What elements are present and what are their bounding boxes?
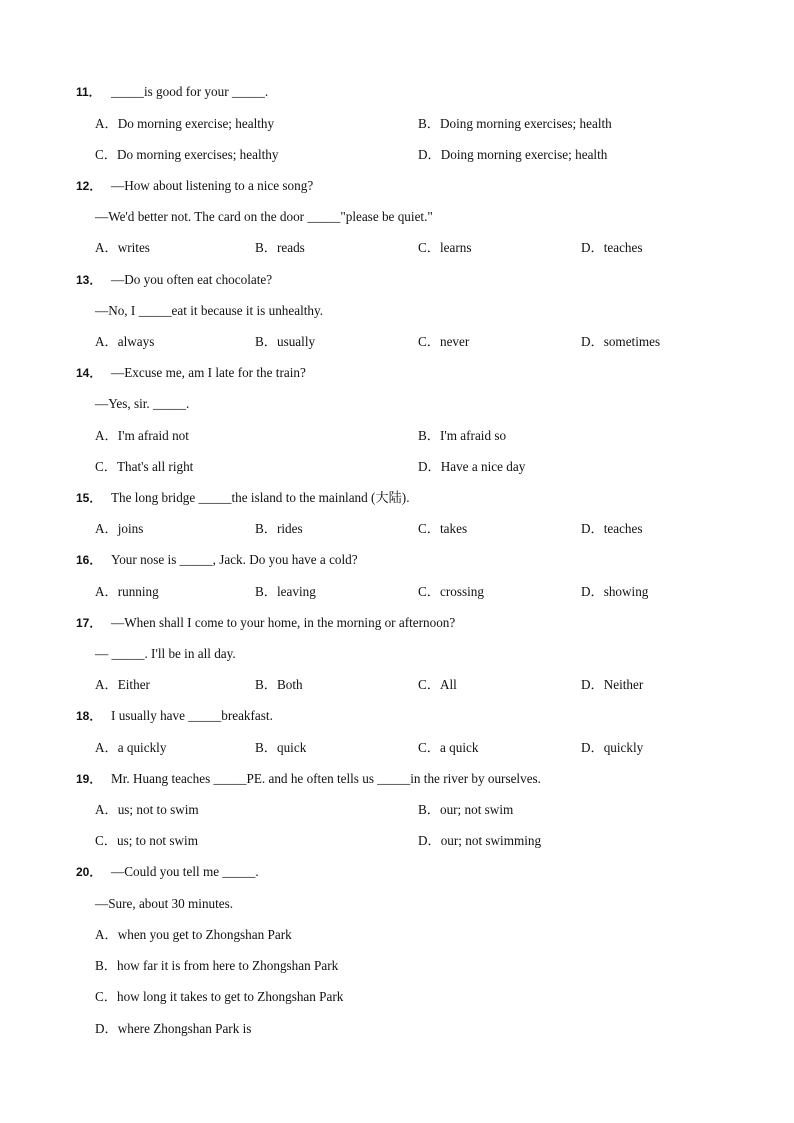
question-number: 11． (76, 85, 101, 99)
option-d[interactable]: D．showing (581, 584, 649, 599)
option-a[interactable]: A．always (95, 334, 155, 349)
option-c[interactable]: C．learns (418, 240, 472, 255)
question-stem: I usually have _____breakfast. (111, 708, 273, 723)
question-reply: —No, I _____eat it because it is unhealthy. (95, 303, 324, 318)
option-b[interactable]: B．how far it is from here to Zhongshan Park (95, 958, 339, 973)
option-d[interactable]: D．teaches (581, 521, 643, 536)
question-number: 17． (76, 616, 102, 630)
option-d[interactable]: D．teaches (581, 240, 643, 255)
option-b[interactable]: B．leaving (255, 584, 316, 599)
option-b[interactable]: B．reads (255, 240, 305, 255)
option-b[interactable]: B．Doing morning exercises; health (418, 116, 612, 131)
question-stem: _____is good for your _____. (111, 84, 269, 99)
option-b[interactable]: B．our; not swim (418, 802, 514, 817)
question-stem: The long bridge _____the island to the mainland (大陆). (111, 490, 410, 505)
option-b[interactable]: B．rides (255, 521, 303, 536)
option-c[interactable]: C．never (418, 334, 470, 349)
option-a[interactable]: A．joins (95, 521, 144, 536)
question-stem: —Could you tell me _____. (111, 864, 259, 879)
question-stem: Mr. Huang teaches _____PE. and he often tells us _____in the river by ourselves. (111, 771, 541, 786)
question-reply: —We'd better not. The card on the door _____"please be quiet." (95, 209, 433, 224)
question-number: 15． (76, 491, 102, 505)
option-c[interactable]: C．us; to not swim (95, 833, 198, 848)
option-c[interactable]: C．takes (418, 521, 468, 536)
question-stem: —When shall I come to your home, in the morning or afternoon? (111, 615, 456, 630)
option-b[interactable]: B．I'm afraid so (418, 428, 507, 443)
question-reply: —Yes, sir. _____. (95, 396, 190, 411)
option-a[interactable]: A．us; not to swim (95, 802, 199, 817)
option-c[interactable]: C．a quick (418, 740, 479, 755)
option-d[interactable]: D．Have a nice day (418, 459, 526, 474)
option-c[interactable]: C．All (418, 677, 457, 692)
option-c[interactable]: C．Do morning exercises; healthy (95, 147, 279, 162)
option-d[interactable]: D．sometimes (581, 334, 661, 349)
question-number: 20． (76, 865, 102, 879)
option-d[interactable]: D．Doing morning exercise; health (418, 147, 608, 162)
option-d[interactable]: D．where Zhongshan Park is (95, 1021, 252, 1036)
option-d[interactable]: D．quickly (581, 740, 644, 755)
option-a[interactable]: A．writes (95, 240, 150, 255)
option-c[interactable]: C．crossing (418, 584, 484, 599)
option-a[interactable]: A．I'm afraid not (95, 428, 189, 443)
question-reply: — _____. I'll be in all day. (95, 646, 236, 661)
option-c[interactable]: C．That's all right (95, 459, 194, 474)
question-number: 12． (76, 179, 102, 193)
option-d[interactable]: D．Neither (581, 677, 644, 692)
question-stem: —Excuse me, am I late for the train? (111, 365, 306, 380)
question-stem: Your nose is _____, Jack. Do you have a cold? (111, 552, 358, 567)
question-stem: —How about listening to a nice song? (111, 178, 314, 193)
option-a[interactable]: A．a quickly (95, 740, 167, 755)
option-d[interactable]: D．our; not swimming (418, 833, 542, 848)
question-number: 14． (76, 366, 102, 380)
option-b[interactable]: B．Both (255, 677, 303, 692)
option-c[interactable]: C．how long it takes to get to Zhongshan Park (95, 989, 344, 1004)
question-number: 13． (76, 273, 102, 287)
option-b[interactable]: B．usually (255, 334, 316, 349)
option-a[interactable]: A．Do morning exercise; healthy (95, 116, 275, 131)
question-stem: —Do you often eat chocolate? (111, 272, 273, 287)
question-reply: —Sure, about 30 minutes. (95, 896, 234, 911)
question-number: 19． (76, 772, 102, 786)
question-number: 18． (76, 709, 102, 723)
question-number: 16． (76, 553, 102, 567)
option-b[interactable]: B．quick (255, 740, 307, 755)
option-a[interactable]: A．running (95, 584, 159, 599)
option-a[interactable]: A．Either (95, 677, 150, 692)
option-a[interactable]: A．when you get to Zhongshan Park (95, 927, 292, 942)
